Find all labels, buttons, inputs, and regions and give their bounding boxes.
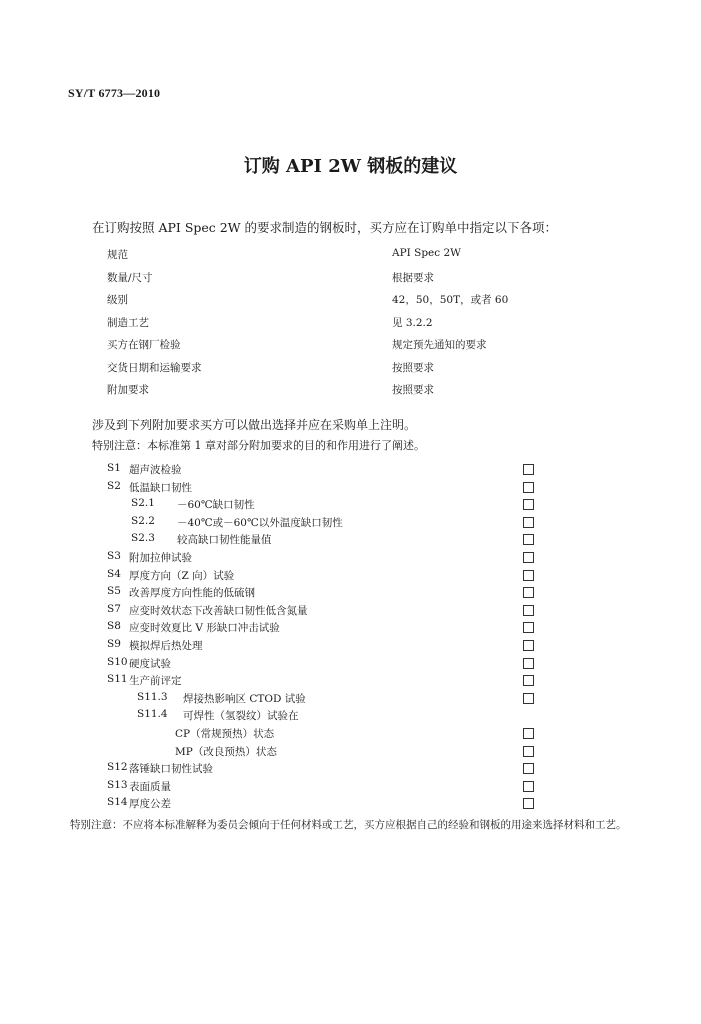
requirement-checkbox[interactable] (523, 534, 534, 545)
spec-label: 规范 (107, 249, 128, 261)
requirement-label: 应变时效夏比 V 形缺口冲击试验 (129, 622, 280, 635)
spec-row (107, 292, 527, 315)
optional-requirements-note: 涉及到下列附加要求买方可以做出选择并应在采购单上注明。 (92, 418, 417, 432)
requirement-row (107, 550, 547, 568)
requirement-code: S2.3 (131, 532, 155, 545)
requirement-label: 可焊性（氢裂纹）试验在 (183, 710, 299, 723)
spec-row (107, 382, 527, 405)
spec-value: 根据要求 (392, 271, 434, 284)
requirement-label: CP（常规预热）状态 (175, 727, 275, 740)
requirement-code: S2.1 (131, 497, 155, 510)
requirement-row (107, 673, 547, 691)
spec-row (107, 360, 527, 383)
requirement-code: S7 (107, 602, 121, 615)
requirement-checkbox[interactable] (523, 746, 534, 757)
spec-value: 按照要求 (392, 361, 434, 374)
requirement-label: 超声波检验 (129, 464, 182, 476)
spec-value: 按照要求 (392, 384, 434, 396)
requirement-row (107, 691, 547, 709)
requirement-code: S14 (107, 796, 128, 809)
spec-row (107, 247, 527, 270)
requirement-row (107, 462, 547, 480)
spec-label: 数量/尺寸 (107, 271, 153, 284)
requirement-row (107, 515, 547, 533)
requirement-row (107, 638, 547, 656)
requirement-checkbox[interactable] (523, 464, 534, 475)
requirement-label: 厚度方向（Z 向）试验 (129, 569, 235, 582)
spec-value: 规定预先通知的要求 (392, 339, 487, 351)
requirement-checkbox[interactable] (523, 763, 534, 774)
spec-label: 附加要求 (107, 384, 149, 396)
requirement-code: S11.4 (137, 708, 168, 721)
requirement-label: －40℃或－60℃以外温度缺口韧性 (177, 516, 343, 529)
requirement-checkbox[interactable] (523, 728, 534, 739)
requirement-row (107, 480, 547, 498)
requirement-row (107, 620, 547, 638)
requirement-checkbox[interactable] (523, 482, 534, 493)
requirement-checkbox[interactable] (523, 640, 534, 651)
spec-value: 42，50，50T，或者 60 (392, 294, 509, 306)
requirement-checkbox[interactable] (523, 675, 534, 686)
requirement-label: MP（改良预热）状态 (175, 745, 277, 758)
requirement-row (107, 796, 547, 814)
footer-special-note: 特别注意：不应将本标准解释为委员会倾向于任何材料或工艺，买方应根据自己的经验和钢板的用途来选择材料和工艺。 (70, 819, 627, 831)
requirement-code: S10 (107, 655, 128, 668)
requirement-row (107, 497, 547, 515)
requirement-label: 生产前评定 (129, 675, 182, 688)
spec-label: 制造工艺 (107, 316, 149, 329)
requirement-checkbox[interactable] (523, 587, 534, 598)
requirement-code: S3 (107, 549, 121, 562)
page-title: 订购 API 2W 钢板的建议 (243, 156, 458, 177)
requirement-checkbox[interactable] (523, 622, 534, 633)
requirement-code: S13 (107, 778, 128, 791)
document-number: SY/T 6773—2010 (68, 86, 161, 100)
requirement-row (107, 708, 547, 726)
spec-label: 交货日期和运输要求 (107, 361, 202, 374)
requirement-label: 改善厚度方向性能的低硫钢 (129, 587, 255, 600)
spec-row (107, 337, 527, 360)
requirement-row (107, 779, 547, 797)
requirement-label: 附加拉伸试验 (129, 551, 192, 564)
requirement-code: S2.2 (131, 514, 155, 527)
requirement-checkbox[interactable] (523, 517, 534, 528)
spec-row (107, 270, 527, 293)
requirement-checkbox[interactable] (523, 693, 534, 704)
requirement-checkbox[interactable] (523, 570, 534, 581)
requirement-label: 表面质量 (129, 780, 171, 793)
special-attention-note: 特别注意：本标准第 1 章对部分附加要求的目的和作用进行了阐述。 (92, 439, 425, 452)
requirement-label: 落锤缺口韧性试验 (129, 763, 213, 776)
requirement-row (107, 656, 547, 674)
requirement-label: 低温缺口韧性 (129, 481, 192, 494)
requirement-label: 焊接热影响区 CTOD 试验 (183, 692, 306, 705)
requirement-code: S4 (107, 567, 121, 580)
requirement-checkbox[interactable] (523, 798, 534, 809)
requirement-label: 厚度公差 (129, 798, 171, 811)
requirement-label: －60℃缺口韧性 (177, 499, 255, 512)
requirement-label: 应变时效状态下改善缺口韧性低含氮量 (129, 604, 308, 617)
spec-label: 买方在钢厂检验 (107, 339, 181, 351)
requirement-row (107, 603, 547, 621)
requirement-row (107, 726, 547, 744)
requirement-row (107, 568, 547, 586)
spec-value: API Spec 2W (392, 247, 461, 259)
requirement-checkbox[interactable] (523, 552, 534, 563)
requirement-label: 硬度试验 (129, 657, 171, 670)
requirement-checkbox[interactable] (523, 605, 534, 616)
requirement-code: S1 (107, 462, 121, 474)
requirement-row (107, 585, 547, 603)
requirement-code: S9 (107, 637, 121, 650)
requirement-row (107, 532, 547, 550)
spec-row (107, 315, 527, 338)
requirement-checkbox[interactable] (523, 658, 534, 669)
requirement-label: 模拟焊后热处理 (129, 639, 203, 652)
requirement-code: S12 (107, 761, 128, 774)
requirement-row (107, 744, 547, 762)
order-spec-table (107, 247, 527, 405)
requirement-row (107, 761, 547, 779)
spec-value: 见 3.2.2 (392, 316, 433, 329)
requirement-code: S5 (107, 585, 121, 598)
requirement-code: S11.3 (137, 690, 168, 703)
requirement-code: S8 (107, 620, 121, 633)
spec-label: 级别 (107, 294, 128, 306)
requirement-code: S2 (107, 479, 121, 492)
intro-paragraph: 在订购按照 API Spec 2W 的要求制造的钢板时，买方应在订购单中指定以下各项： (92, 220, 558, 235)
requirement-label: 较高缺口韧性能量值 (177, 534, 272, 547)
requirement-checkbox[interactable] (523, 499, 534, 510)
requirement-checkbox[interactable] (523, 781, 534, 792)
supplementary-requirements-list (107, 462, 547, 814)
requirement-code: S11 (107, 673, 128, 686)
